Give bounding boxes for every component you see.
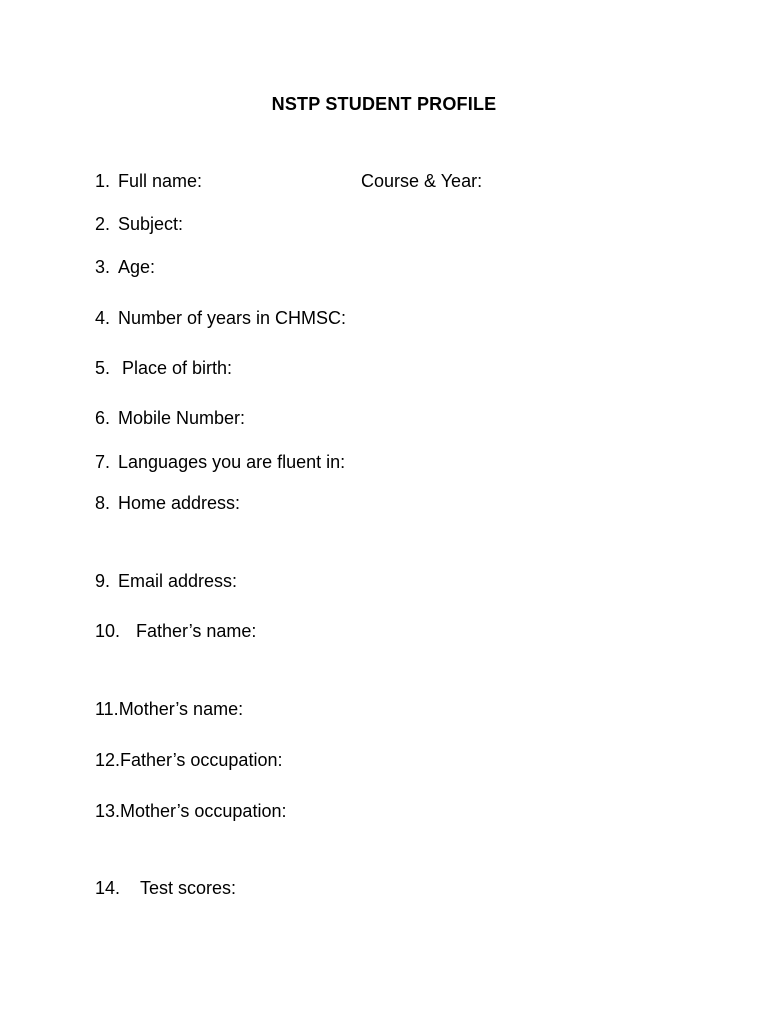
form-item-mobile-number bbox=[95, 407, 245, 429]
item-number: 3. bbox=[95, 257, 111, 277]
item-label: Email address: bbox=[118, 571, 238, 591]
item-number: 14. bbox=[95, 878, 121, 898]
form-item-age bbox=[95, 256, 155, 278]
item-number: 5. bbox=[95, 358, 111, 378]
form-item-place-of-birth bbox=[95, 357, 232, 379]
form-item-languages bbox=[95, 451, 345, 473]
form-item-fathers-name bbox=[95, 620, 256, 642]
form-item-full-name bbox=[95, 170, 483, 192]
item-label: Father’s name: bbox=[136, 621, 257, 641]
form-item-mothers-name bbox=[95, 698, 243, 720]
item-number: 11. bbox=[95, 699, 119, 719]
form-item-email-address bbox=[95, 570, 237, 592]
item-label: Place of birth: bbox=[122, 358, 233, 378]
item-label: Number of years in CHMSC: bbox=[118, 308, 347, 328]
item-label: Father’s occupation: bbox=[120, 750, 283, 770]
form-item-years-chmsc bbox=[95, 307, 346, 329]
item-label: Mother’s name: bbox=[118, 699, 244, 719]
item-number: 8. bbox=[95, 493, 111, 513]
item-label: Mother’s occupation: bbox=[120, 801, 287, 821]
form-item-mothers-occupation bbox=[95, 800, 286, 822]
item-number: 7. bbox=[95, 452, 111, 472]
item-number: 13. bbox=[95, 801, 121, 821]
item-number: 6. bbox=[95, 408, 111, 428]
item-number: 12. bbox=[95, 750, 121, 770]
form-item-subject bbox=[95, 213, 183, 235]
item-label: Home address: bbox=[118, 493, 241, 513]
item-number: 4. bbox=[95, 308, 111, 328]
form-item-home-address bbox=[95, 492, 240, 514]
item-number: 2. bbox=[95, 214, 111, 234]
item-label: Languages you are fluent in: bbox=[118, 452, 346, 472]
item-label: Mobile Number: bbox=[118, 408, 246, 428]
item-number: 9. bbox=[95, 571, 111, 591]
course-year-label: Course & Year: bbox=[361, 171, 483, 191]
item-number: 1. bbox=[95, 171, 111, 191]
form-item-fathers-occupation bbox=[95, 749, 282, 771]
item-label: Test scores: bbox=[140, 878, 237, 898]
item-label: Subject: bbox=[118, 214, 184, 234]
item-label: Age: bbox=[118, 257, 156, 277]
item-label: Full name: bbox=[118, 171, 203, 191]
form-item-test-scores bbox=[95, 877, 236, 899]
page-title: NSTP STUDENT PROFILE bbox=[271, 94, 497, 114]
item-number: 10. bbox=[95, 621, 121, 641]
